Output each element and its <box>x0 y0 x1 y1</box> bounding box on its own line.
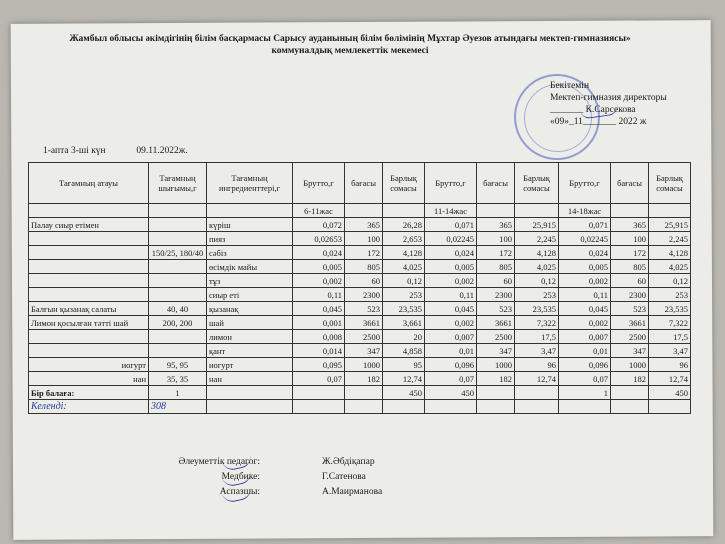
table-cell: 347 <box>477 344 515 358</box>
table-cell: 0,002 <box>425 274 477 288</box>
age-group-label: 11-14жас <box>425 204 477 218</box>
table-cell: 0,12 <box>383 274 425 288</box>
approval-name: _______ К.Сарсекова <box>550 105 636 115</box>
table-row <box>29 218 691 232</box>
table-cell: 25,915 <box>515 218 559 232</box>
table-cell: 0,02245 <box>559 232 611 246</box>
table-cell: 3,47 <box>515 344 559 358</box>
menu-date: 09.11.2022ж. <box>136 146 188 156</box>
age-group-label: 14-18жас <box>559 204 611 218</box>
approval-title: Бекітемін <box>550 81 590 91</box>
table-cell: 26,28 <box>383 218 425 232</box>
table-cell: 0,007 <box>425 330 477 344</box>
staff-role: Аспазшы: <box>219 487 260 497</box>
table-cell <box>611 386 649 400</box>
table-row <box>29 288 691 302</box>
table-cell: 12,74 <box>383 372 425 386</box>
table-cell <box>515 400 559 414</box>
table-cell <box>29 260 149 274</box>
header-cell: Барлық сомасы <box>515 163 559 204</box>
table-cell: 17,5 <box>649 330 691 344</box>
table-cell: 253 <box>383 288 425 302</box>
table-cell: 150/25, 180/40 <box>149 246 207 260</box>
table-cell: 60 <box>477 274 515 288</box>
organization-line1: Жамбыл облысы әкімдігінің білім басқармасы Сарысу ауданының білім бөлімінің Мұхтар Әуезов атындағы мектеп-гимназиясы» <box>69 34 631 44</box>
table-cell: лимон <box>207 330 293 344</box>
organization-line2: коммуналдық мемлекеттік мекемесі <box>271 46 429 56</box>
table-cell: сәбіз <box>207 246 293 260</box>
table-cell: 0,005 <box>293 260 345 274</box>
table-cell: 347 <box>345 344 383 358</box>
table-cell: 1 <box>559 386 611 400</box>
table-cell: 0,095 <box>293 358 345 372</box>
table-cell: 365 <box>345 218 383 232</box>
table-cell <box>293 386 345 400</box>
table-cell: 182 <box>477 372 515 386</box>
table-cell: 0,005 <box>425 260 477 274</box>
table-cell: 523 <box>345 302 383 316</box>
table-cell: 4,858 <box>383 344 425 358</box>
table-cell <box>149 274 207 288</box>
header-cell: Тағамның ингредиенттері,г <box>207 163 293 204</box>
staff-row <box>120 485 382 500</box>
table-cell: 4,128 <box>515 246 559 260</box>
table-cell: 0,045 <box>425 302 477 316</box>
table-cell: 25,915 <box>649 218 691 232</box>
table-cell <box>559 400 611 414</box>
table-cell: 0,02653 <box>293 232 345 246</box>
table-cell: 0,002 <box>559 316 611 330</box>
table-cell: 0,008 <box>293 330 345 344</box>
week-day: 1-апта 3-ші күн <box>43 146 106 156</box>
table-cell: 182 <box>345 372 383 386</box>
table-cell <box>477 386 515 400</box>
table-cell: 0,071 <box>559 218 611 232</box>
table-cell: 35, 35 <box>149 372 207 386</box>
table-cell <box>207 400 293 414</box>
menu-table-body <box>29 218 691 414</box>
header-cell: Брутто,г <box>425 163 477 204</box>
table-cell: 0,01 <box>425 344 477 358</box>
table-row <box>29 260 691 274</box>
table-cell: 0,11 <box>559 288 611 302</box>
header-cell: Барлық сомасы <box>649 163 691 204</box>
table-cell <box>293 400 345 414</box>
table-cell <box>345 386 383 400</box>
table-cell: 40, 40 <box>149 302 207 316</box>
table-cell: 200, 200 <box>149 316 207 330</box>
staff-role: Әлеуметтік педагог: <box>178 457 260 467</box>
approval-position: Мектеп-гимназия директоры <box>550 93 667 103</box>
table-cell: 2500 <box>345 330 383 344</box>
table-cell: 1 <box>149 386 207 400</box>
table-cell: 365 <box>477 218 515 232</box>
table-cell: 0,002 <box>559 274 611 288</box>
table-cell: 523 <box>477 302 515 316</box>
table-cell: 23,535 <box>649 302 691 316</box>
table-cell: 0,12 <box>515 274 559 288</box>
table-cell <box>149 232 207 246</box>
table-cell: 0,014 <box>293 344 345 358</box>
staff-name: Ж.Әбдіқапар <box>322 457 375 467</box>
table-cell: 308 <box>149 400 207 414</box>
table-cell: 0,11 <box>425 288 477 302</box>
table-cell: 7,322 <box>649 316 691 330</box>
table-cell: 4,128 <box>383 246 425 260</box>
day-info <box>43 146 188 156</box>
table-row <box>29 372 691 386</box>
table-cell: 3661 <box>345 316 383 330</box>
staff-name: А.Маирманова <box>322 487 383 497</box>
table-cell <box>345 400 383 414</box>
table-cell: 253 <box>649 288 691 302</box>
table-cell: нан <box>207 372 293 386</box>
table-cell: нан <box>29 372 149 386</box>
table-cell: 17,5 <box>515 330 559 344</box>
table-cell: 172 <box>477 246 515 260</box>
table-cell: 0,005 <box>559 260 611 274</box>
table-cell: 4,025 <box>649 260 691 274</box>
table-cell: 20 <box>383 330 425 344</box>
table-cell: Палау сиыр етімен <box>29 218 149 232</box>
header-cell: Брутто,г <box>559 163 611 204</box>
table-cell <box>425 400 477 414</box>
table-cell <box>149 218 207 232</box>
table-cell: Лимон қосылған тәтті шай <box>29 316 149 330</box>
table-cell: 805 <box>611 260 649 274</box>
table-cell: 365 <box>611 218 649 232</box>
table-row <box>29 400 691 414</box>
table-cell: 0,045 <box>293 302 345 316</box>
table-cell: 1000 <box>611 358 649 372</box>
table-cell: 2300 <box>477 288 515 302</box>
table-cell: 0,096 <box>425 358 477 372</box>
table-cell: 100 <box>345 232 383 246</box>
table-cell: 0,07 <box>559 372 611 386</box>
header-cell: бағасы <box>345 163 383 204</box>
table-cell: 0,072 <box>293 218 345 232</box>
age-group-row <box>29 204 691 218</box>
table-cell: 0,002 <box>425 316 477 330</box>
staff-name: Г.Сатенова <box>322 472 366 482</box>
table-cell: 95 <box>383 358 425 372</box>
table-cell <box>149 260 207 274</box>
table-cell: 172 <box>611 246 649 260</box>
table-cell: 3661 <box>477 316 515 330</box>
header-cell: бағасы <box>611 163 649 204</box>
table-row <box>29 358 691 372</box>
table-cell: қант <box>207 344 293 358</box>
table-cell: 4,025 <box>515 260 559 274</box>
table-cell: 12,74 <box>649 372 691 386</box>
table-cell: 2500 <box>611 330 649 344</box>
table-cell: 0,11 <box>293 288 345 302</box>
table-cell: 1000 <box>345 358 383 372</box>
table-cell: иогурт <box>207 358 293 372</box>
approval-date: «09»_11_______ 2022 ж <box>550 117 647 127</box>
table-row <box>29 330 691 344</box>
table-cell: 805 <box>345 260 383 274</box>
table-cell: иогурт <box>29 358 149 372</box>
table-cell: 172 <box>345 246 383 260</box>
table-cell: 12,74 <box>515 372 559 386</box>
table-cell <box>649 400 691 414</box>
table-cell: 450 <box>649 386 691 400</box>
table-cell: Бір балаға: <box>29 386 149 400</box>
table-cell: 2300 <box>611 288 649 302</box>
table-cell <box>29 274 149 288</box>
table-cell <box>149 344 207 358</box>
table-cell: Келенді: <box>29 400 149 414</box>
table-cell: 0,001 <box>293 316 345 330</box>
table-cell: 3,661 <box>383 316 425 330</box>
table-cell: 0,071 <box>425 218 477 232</box>
table-cell: 0,12 <box>649 274 691 288</box>
table-cell: 2,653 <box>383 232 425 246</box>
organization-header <box>40 33 660 57</box>
table-cell: 347 <box>611 344 649 358</box>
table-cell: 4,025 <box>383 260 425 274</box>
header-cell: Тағамның атауы <box>29 163 149 204</box>
table-cell: сиыр еті <box>207 288 293 302</box>
table-row <box>29 316 691 330</box>
table-cell <box>383 400 425 414</box>
table-cell <box>515 386 559 400</box>
table-cell: 0,045 <box>559 302 611 316</box>
table-cell <box>29 288 149 302</box>
table-cell <box>29 330 149 344</box>
table-cell: 0,02245 <box>425 232 477 246</box>
table-cell <box>29 246 149 260</box>
header-cell: Тағамның шығымы,г <box>149 163 207 204</box>
table-cell <box>149 288 207 302</box>
table-row <box>29 246 691 260</box>
table-row <box>29 302 691 316</box>
table-row <box>29 344 691 358</box>
table-cell: 0,007 <box>559 330 611 344</box>
table-row <box>29 274 691 288</box>
table-cell: Балғын қызанақ салаты <box>29 302 149 316</box>
table-row <box>29 386 691 400</box>
staff-row <box>120 455 382 470</box>
table-cell: 96 <box>649 358 691 372</box>
table-cell: 0,024 <box>425 246 477 260</box>
table-cell: 60 <box>611 274 649 288</box>
table-cell: 2,245 <box>649 232 691 246</box>
table-cell <box>477 400 515 414</box>
table-cell: 95, 95 <box>149 358 207 372</box>
table-row <box>29 232 691 246</box>
header-cell: Барлық сомасы <box>383 163 425 204</box>
staff-signatures <box>120 455 382 500</box>
table-cell: күріш <box>207 218 293 232</box>
table-cell <box>611 400 649 414</box>
age-group-label: 6-11жас <box>293 204 345 218</box>
staff-row <box>120 470 382 485</box>
table-cell <box>149 330 207 344</box>
table-cell: 0,024 <box>293 246 345 260</box>
table-cell: 805 <box>477 260 515 274</box>
table-cell: 3,47 <box>649 344 691 358</box>
table-cell: 3661 <box>611 316 649 330</box>
header-cell: бағасы <box>477 163 515 204</box>
table-cell: 1000 <box>477 358 515 372</box>
table-cell: 100 <box>611 232 649 246</box>
table-cell: 96 <box>515 358 559 372</box>
table-cell: 7,322 <box>515 316 559 330</box>
table-cell: 2,245 <box>515 232 559 246</box>
table-cell <box>29 344 149 358</box>
table-cell: 182 <box>611 372 649 386</box>
table-cell: 0,096 <box>559 358 611 372</box>
table-header-row <box>29 163 691 204</box>
table-cell: 253 <box>515 288 559 302</box>
table-cell: 523 <box>611 302 649 316</box>
table-cell: 450 <box>425 386 477 400</box>
table-cell: 60 <box>345 274 383 288</box>
table-cell: 23,535 <box>383 302 425 316</box>
menu-table <box>28 162 691 414</box>
table-cell: 0,07 <box>425 372 477 386</box>
table-cell: тұз <box>207 274 293 288</box>
table-cell: 100 <box>477 232 515 246</box>
table-cell <box>29 232 149 246</box>
table-cell: 2500 <box>477 330 515 344</box>
table-cell: 0,07 <box>293 372 345 386</box>
header-cell: Брутто,г <box>293 163 345 204</box>
table-cell: 23,535 <box>515 302 559 316</box>
table-cell: 450 <box>383 386 425 400</box>
table-cell: 0,002 <box>293 274 345 288</box>
table-cell: 4,128 <box>649 246 691 260</box>
table-cell: 2300 <box>345 288 383 302</box>
staff-role: Медбике: <box>221 472 260 482</box>
table-cell: өсімдік майы <box>207 260 293 274</box>
table-cell: шай <box>207 316 293 330</box>
table-cell: қызанақ <box>207 302 293 316</box>
table-cell: 0,01 <box>559 344 611 358</box>
table-cell: 0,024 <box>559 246 611 260</box>
table-cell: пияз <box>207 232 293 246</box>
table-cell <box>207 386 293 400</box>
